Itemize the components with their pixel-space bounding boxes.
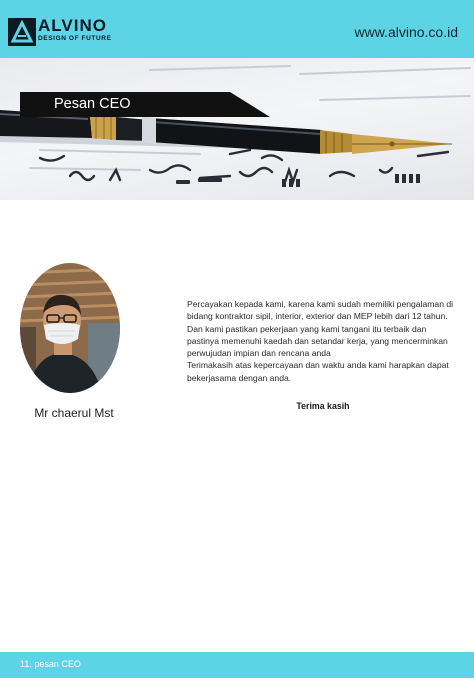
message-paragraph: Percayakan kepada kami, karena kami sudah memiliki pengalaman di bidang kontraktor sipil, interior, exterior dan MEP lebih dari 12 tahun. Dan kami pastikan pekerjaan yang kami tangani itu terbaik dan pastinya memenuhi kaedah dan setandar kerja, yang mencerminkan perwujudan impian dan rencana anda [187,299,454,359]
message-closing: Terima kasih [296,401,350,411]
message-paragraph: Terimakasih atas kepercayaan dan waktu anda kami harapkan dapat bekerjasama dengan anda. [187,360,449,383]
logo-a-icon [8,18,36,46]
footer-bar [0,652,474,678]
page-label: 11. pesan CEO [20,659,81,669]
header-bar [0,0,474,58]
section-title: Pesan CEO [54,96,131,112]
website-link[interactable]: www.alvino.co.id [354,24,458,40]
logo-name: ALVINO [38,16,107,35]
section-title-band [20,92,270,117]
ceo-name: Mr chaerul Mst [34,406,114,420]
logo-tagline: DESIGN OF FUTURE [38,35,112,42]
hero-pen-image [0,58,474,200]
ceo-photo [20,263,120,393]
alvino-logo[interactable] [8,18,120,44]
ceo-message [187,298,459,384]
